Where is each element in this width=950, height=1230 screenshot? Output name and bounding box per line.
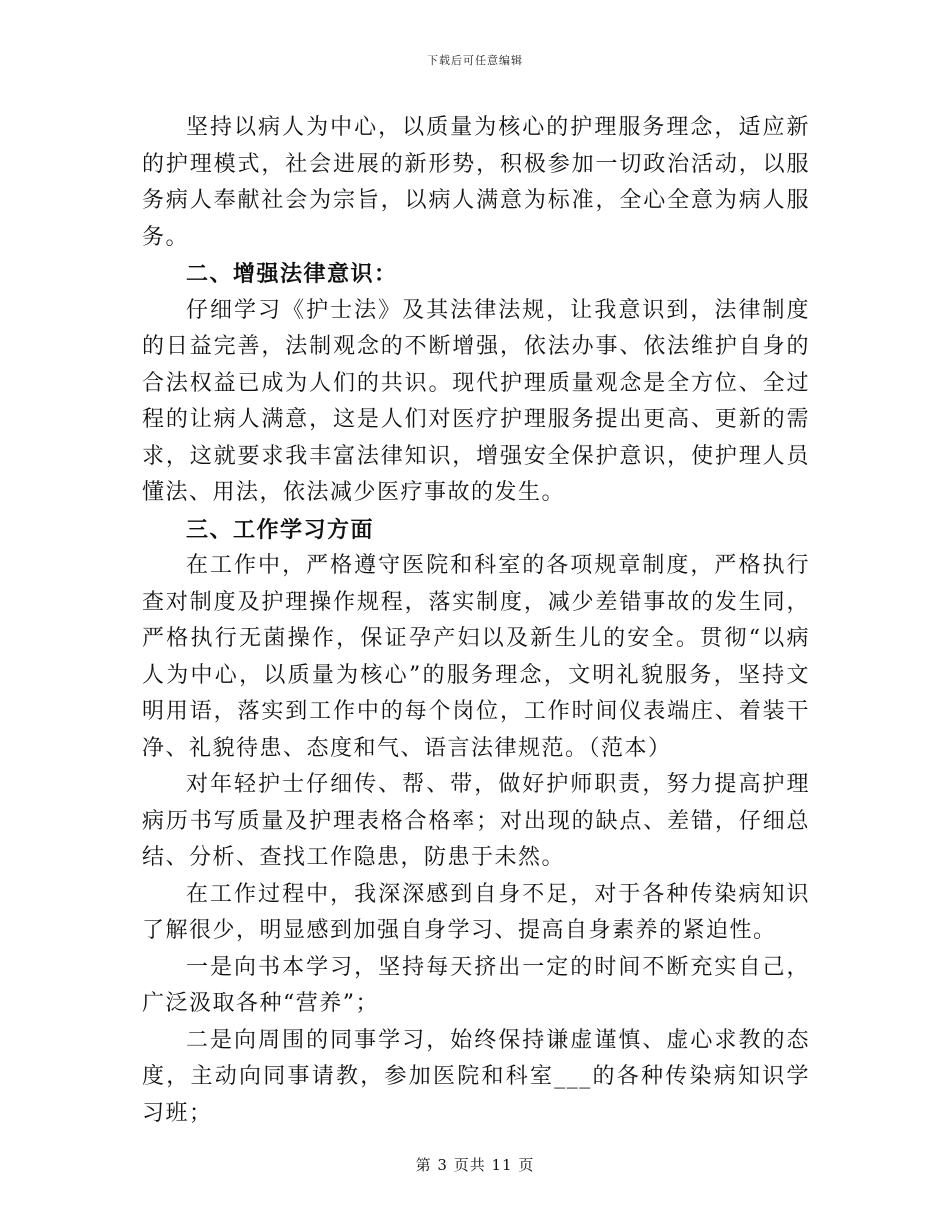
paragraph-nursing-philosophy: 坚持以病人为中心，以质量为核心的护理服务理念，适应新的护理模式，社会进展的新形势，积极参加一切政治活动，以服务病人奉献社会为宗旨，以病人满意为标准，全心全意为病人服务。 [142, 115, 810, 250]
page-header: 下载后可任意编辑 [427, 54, 523, 67]
paragraph-peer-learning: 二是向周围的同事学习，始终保持谦虚谨慎、虚心求教的态度，主动向同事请教，参加医院和科室___的各种传染病知识学习班； [142, 1027, 810, 1126]
paragraph-self-learning: 在工作过程中，我深深感到自身不足，对于各种传染病知识了解很少，明显感到加强自身学习、提高自身素养的紧迫性。 [142, 881, 810, 943]
page-number: 第 3 页共 11 页 [415, 1156, 535, 1174]
paragraph-legal-awareness: 仔细学习《护士法》及其法律法规，让我意识到，法律制度的日益完善，法制观念的不断增强，依法办事、依法维护自身的合法权益已成为人们的共识。现代护理质量观念是全方位、全过程的让病人满意，这是人们对医疗护理服务提出更高、更新的需求，这就要求我丰富法律知识，增强安全保护意识，使护理人员懂法、用法，依法减少医疗事故的发生。 [142, 297, 810, 505]
document-body [142, 110, 810, 1132]
section-heading-work-study: 三、工作学习方面 [186, 516, 375, 543]
section-heading-legal-awareness: 二、增强法律意识： [186, 261, 398, 287]
paragraph-work-rules: 在工作中，严格遵守医院和科室的各项规章制度，严格执行查对制度及护理操作规程，落实制度，减少差错事故的发生同，严格执行无菌操作，保证孕产妇以及新生儿的安全。贯彻“以病人为中心，以质量为核心”的服务理念，文明礼貌服务，坚持文明用语，落实到工作中的每个岗位，工作时间仪表端庄、着装干净、礼貌待患、态度和气、语言法律规范。（范本） [142, 553, 810, 761]
paragraph-book-learning: 一是向书本学习，坚持每天挤出一定的时间不断充实自己，广泛汲取各种“营养”； [142, 954, 810, 1016]
paragraph-mentoring: 对年轻护士仔细传、帮、带，做好护师职责，努力提高护理病历书写质量及护理表格合格率；对出现的缺点、差错，仔细总结、分析、查找工作隐患，防患于未然。 [142, 772, 810, 870]
